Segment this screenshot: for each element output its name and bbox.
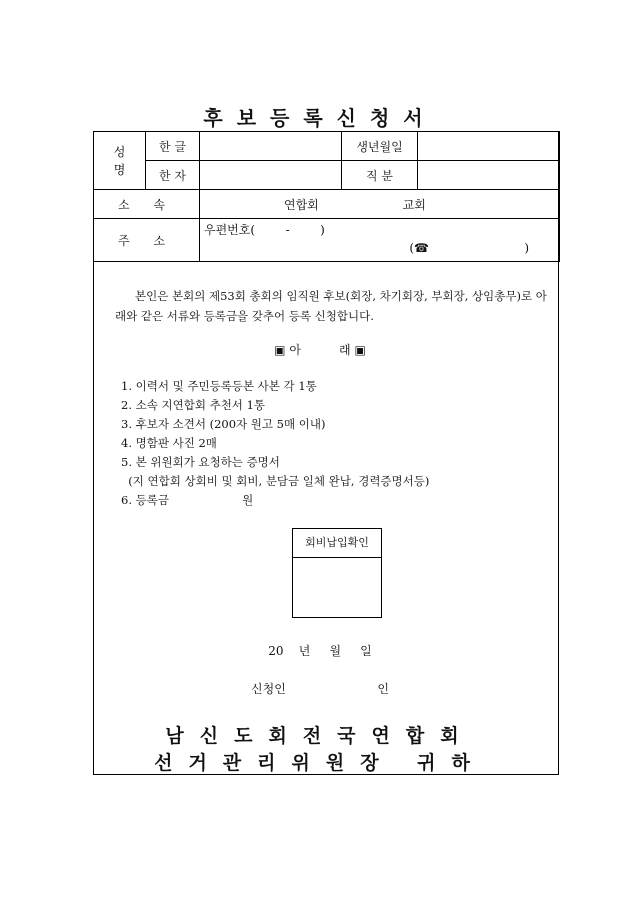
list-item: 4. 명함판 사진 2매 bbox=[121, 436, 217, 450]
fee-confirmation-box bbox=[292, 528, 382, 618]
application-statement: 본인은 본회의 제53회 총회의 임직원 후보(회장, 차기회장, 부회장, 상임총무)로 아래와 같은 서류와 등록금을 갖추어 등록 신청합니다. bbox=[115, 289, 547, 323]
position-field[interactable] bbox=[418, 161, 560, 190]
list-item: 2. 소속 지연합회 추천서 1통 bbox=[121, 398, 265, 412]
name-label: 성 명 bbox=[94, 132, 146, 190]
required-documents-list bbox=[121, 377, 429, 510]
list-item: 6. 등록금 원 bbox=[121, 493, 254, 507]
applicant-info-table bbox=[93, 131, 560, 262]
postal-code-line: 우편번호( - ) bbox=[204, 223, 325, 237]
hangul-label: 한 글 bbox=[146, 132, 200, 161]
hanja-name-field[interactable] bbox=[200, 161, 342, 190]
list-item: (지 연합회 상회비 및 회비, 분담금 일체 완납, 경력증명서등) bbox=[121, 474, 430, 488]
address-field[interactable] bbox=[200, 219, 560, 262]
federation-label: 연합회 bbox=[284, 197, 319, 212]
address-label: 주 소 bbox=[94, 219, 200, 262]
notice-heading: ▣ 아 래 ▣ bbox=[274, 343, 366, 357]
list-item: 1. 이력서 및 주민등록등본 사본 각 1통 bbox=[121, 379, 317, 393]
fee-confirmation-label: 회비납입확인 bbox=[293, 529, 381, 558]
birth-label: 생년월일 bbox=[342, 132, 418, 161]
applicant-signature-line: 신청인 인 bbox=[251, 682, 389, 696]
birth-field[interactable] bbox=[418, 132, 560, 161]
position-label: 직 분 bbox=[342, 161, 418, 190]
affiliation-field[interactable] bbox=[200, 190, 560, 219]
phone-line: (☎ ) bbox=[409, 241, 529, 255]
list-item: 5. 본 위원회가 요청하는 증명서 bbox=[121, 455, 280, 469]
addressee-line: 선거관리위원장 귀하 bbox=[154, 752, 486, 774]
church-label: 교회 bbox=[402, 197, 426, 212]
date-line: 20 년 월 일 bbox=[268, 644, 372, 658]
hanja-label: 한 자 bbox=[146, 161, 200, 190]
document-title: 후보등록신청서 bbox=[203, 106, 437, 130]
hangul-name-field[interactable] bbox=[200, 132, 342, 161]
list-item: 3. 후보자 소견서 (200자 원고 5매 이내) bbox=[121, 417, 326, 431]
affiliation-label: 소 속 bbox=[94, 190, 200, 219]
organization-name: 남신도회전국연합회 bbox=[165, 725, 475, 747]
